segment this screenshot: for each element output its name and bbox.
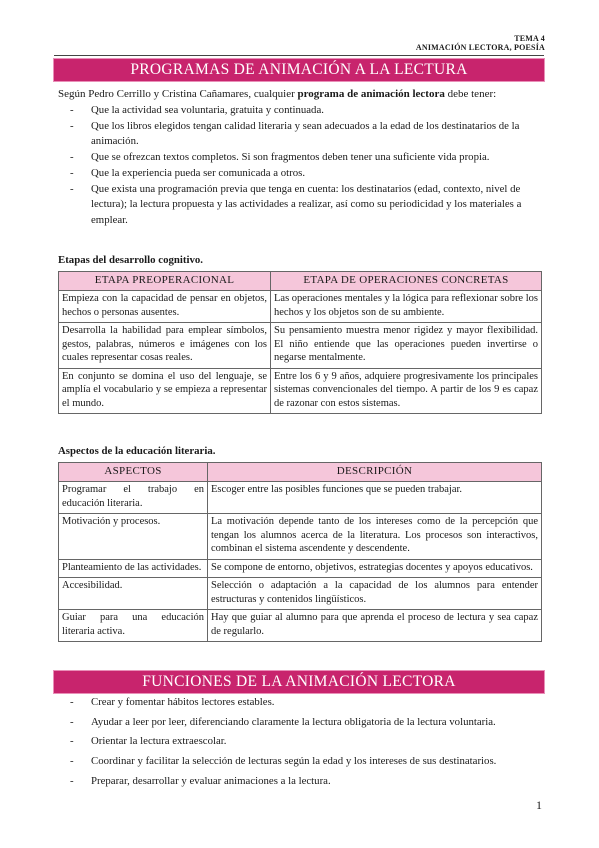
list-item-text: Orientar la lectura extraescolar. (91, 735, 227, 748)
list-item (70, 166, 545, 182)
dash-marker: - (70, 696, 74, 708)
table-header-row (59, 272, 542, 291)
topic-number: TEMA 4 (514, 34, 545, 43)
literary-education-table (58, 462, 542, 642)
dash-marker: - (70, 715, 74, 728)
dash-marker: - (70, 104, 74, 116)
intro-paragraph (58, 87, 496, 101)
list-item-text: Que la actividad sea voluntaria, gratuita y continuada. (91, 104, 324, 116)
dash-marker: - (70, 119, 74, 132)
dash-marker: - (70, 755, 74, 768)
column-header: ETAPA PREOPERACIONAL (59, 272, 271, 291)
list-item-text: Ayudar a leer por leer, diferenciando claramente la lectura obligatoria de la lectura voluntaria. (91, 715, 496, 728)
table1-heading: Etapas del desarrollo cognitivo. (58, 254, 203, 266)
table-cell: Se compone de entorno, objetivos, estrategias docentes y apoyos educativos. (208, 559, 542, 578)
table-row (59, 368, 542, 414)
table2-heading: Aspectos de la educación literaria. (58, 445, 216, 457)
table-cell: Selección o adaptación a la capacidad de los alumnos para entender estructuras y contenidos lingüísticos. (208, 578, 542, 610)
list-item (70, 734, 545, 750)
intro-suffix: debe tener: (444, 88, 497, 100)
table-cell: Desarrolla la habilidad para emplear símbolos, gestos, palabras, números e imágenes con los cuales representar cosas reales. (59, 323, 271, 369)
list-item (70, 150, 545, 166)
table-row (59, 291, 542, 323)
list-item (70, 774, 545, 790)
table-cell: Guiar para una educación literaria activa. (59, 610, 208, 642)
column-header: ASPECTOS (59, 463, 208, 482)
list-item-text: Crear y fomentar hábitos lectores estables. (91, 696, 275, 708)
table-cell: Escoger entre las posibles funciones que se pueden trabajar. (208, 482, 542, 514)
table-cell: Motivación y procesos. (59, 514, 208, 560)
table-row (59, 559, 542, 578)
column-header: DESCRIPCIÓN (208, 463, 542, 482)
table-cell: La motivación depende tanto de los intereses como de la percepción que tengan los alumnos acerca de la literatura. Los procesos son interactivos, combinan el sistema ascendente y descendente. (208, 514, 542, 560)
table-row (59, 323, 542, 369)
dash-marker: - (70, 166, 74, 179)
list-item-text: Que exista una programación previa que tenga en cuenta: los destinatarios (edad, contexto, nivel de lectura); la lectura propuesta y las actividades a realizar, así como su periodicidad y los materiales a emplear. (91, 182, 522, 226)
list-item (70, 695, 545, 711)
table-cell: Empieza con la capacidad de pensar en objetos, hechos o personas ausentes. (59, 291, 271, 323)
intro-prefix: Según Pedro Cerrillo y Cristina Cañamares, cualquier (58, 88, 298, 100)
dash-marker: - (70, 151, 74, 164)
requirements-list (70, 103, 545, 229)
table-cell: Su pensamiento muestra menor rigidez y mayor flexibilidad. El niño entiende que las operaciones pueden invertirse o negarse mentalmente. (271, 323, 542, 369)
topic-header (416, 34, 545, 52)
dash-marker: - (70, 182, 74, 195)
table-row (59, 482, 542, 514)
list-item (70, 754, 545, 770)
table-cell: Accesibilidad. (59, 578, 208, 610)
dash-marker: - (70, 774, 74, 787)
section-title-programas: PROGRAMAS DE ANIMACIÓN A LA LECTURA (54, 59, 544, 81)
table-cell: Entre los 6 y 9 años, adquiere progresivamente los principales sistemas convencionales del tiempo. A partir de los 9 es capaz de razonar con estos sistemas. (271, 368, 542, 414)
table-cell: Programar el trabajo en educación literaria. (59, 482, 208, 514)
table-header-row (59, 463, 542, 482)
list-item (70, 119, 545, 150)
column-header: ETAPA DE OPERACIONES CONCRETAS (271, 272, 542, 291)
functions-list (70, 695, 545, 794)
table-cell: Las operaciones mentales y la lógica para reflexionar sobre los hechos y los objetos son de su ambiente. (271, 291, 542, 323)
table-cell: Hay que guiar al alumno para que aprenda el proceso de lectura y sea capaz de regularlo. (208, 610, 542, 642)
list-item (70, 103, 545, 119)
list-item-text: Que los libros elegidos tengan calidad literaria y sean adecuados a la edad de los destinatarios de la animación. (91, 119, 520, 148)
dash-marker: - (70, 735, 74, 748)
list-item-text: Que se ofrezcan textos completos. Si son fragmentos deben tener una suficiente vida propia. (91, 151, 490, 164)
section-title-funciones: FUNCIONES DE LA ANIMACIÓN LECTORA (54, 671, 544, 693)
list-item (70, 715, 545, 731)
header-rule (54, 55, 544, 56)
table-cell: En conjunto se domina el uso del lenguaje, se amplía el vocabulario y se empieza a representar el mundo. (59, 368, 271, 414)
table-row (59, 514, 542, 560)
table-row (59, 578, 542, 610)
intro-bold: programa de animación lectora (297, 88, 445, 100)
page-number: 1 (536, 798, 542, 812)
list-item-text: Que la experiencia pueda ser comunicada a otros. (91, 166, 306, 179)
table-row (59, 610, 542, 642)
list-item-text: Preparar, desarrollar y evaluar animaciones a la lectura. (91, 774, 331, 787)
list-item-text: Coordinar y facilitar la selección de lecturas según la edad y los intereses de sus destinatarios. (91, 755, 497, 768)
list-item (70, 182, 545, 229)
cognitive-stages-table (58, 271, 542, 414)
table-cell: Planteamiento de las actividades. (59, 559, 208, 578)
topic-title: ANIMACIÓN LECTORA, POESÍA (415, 43, 545, 52)
